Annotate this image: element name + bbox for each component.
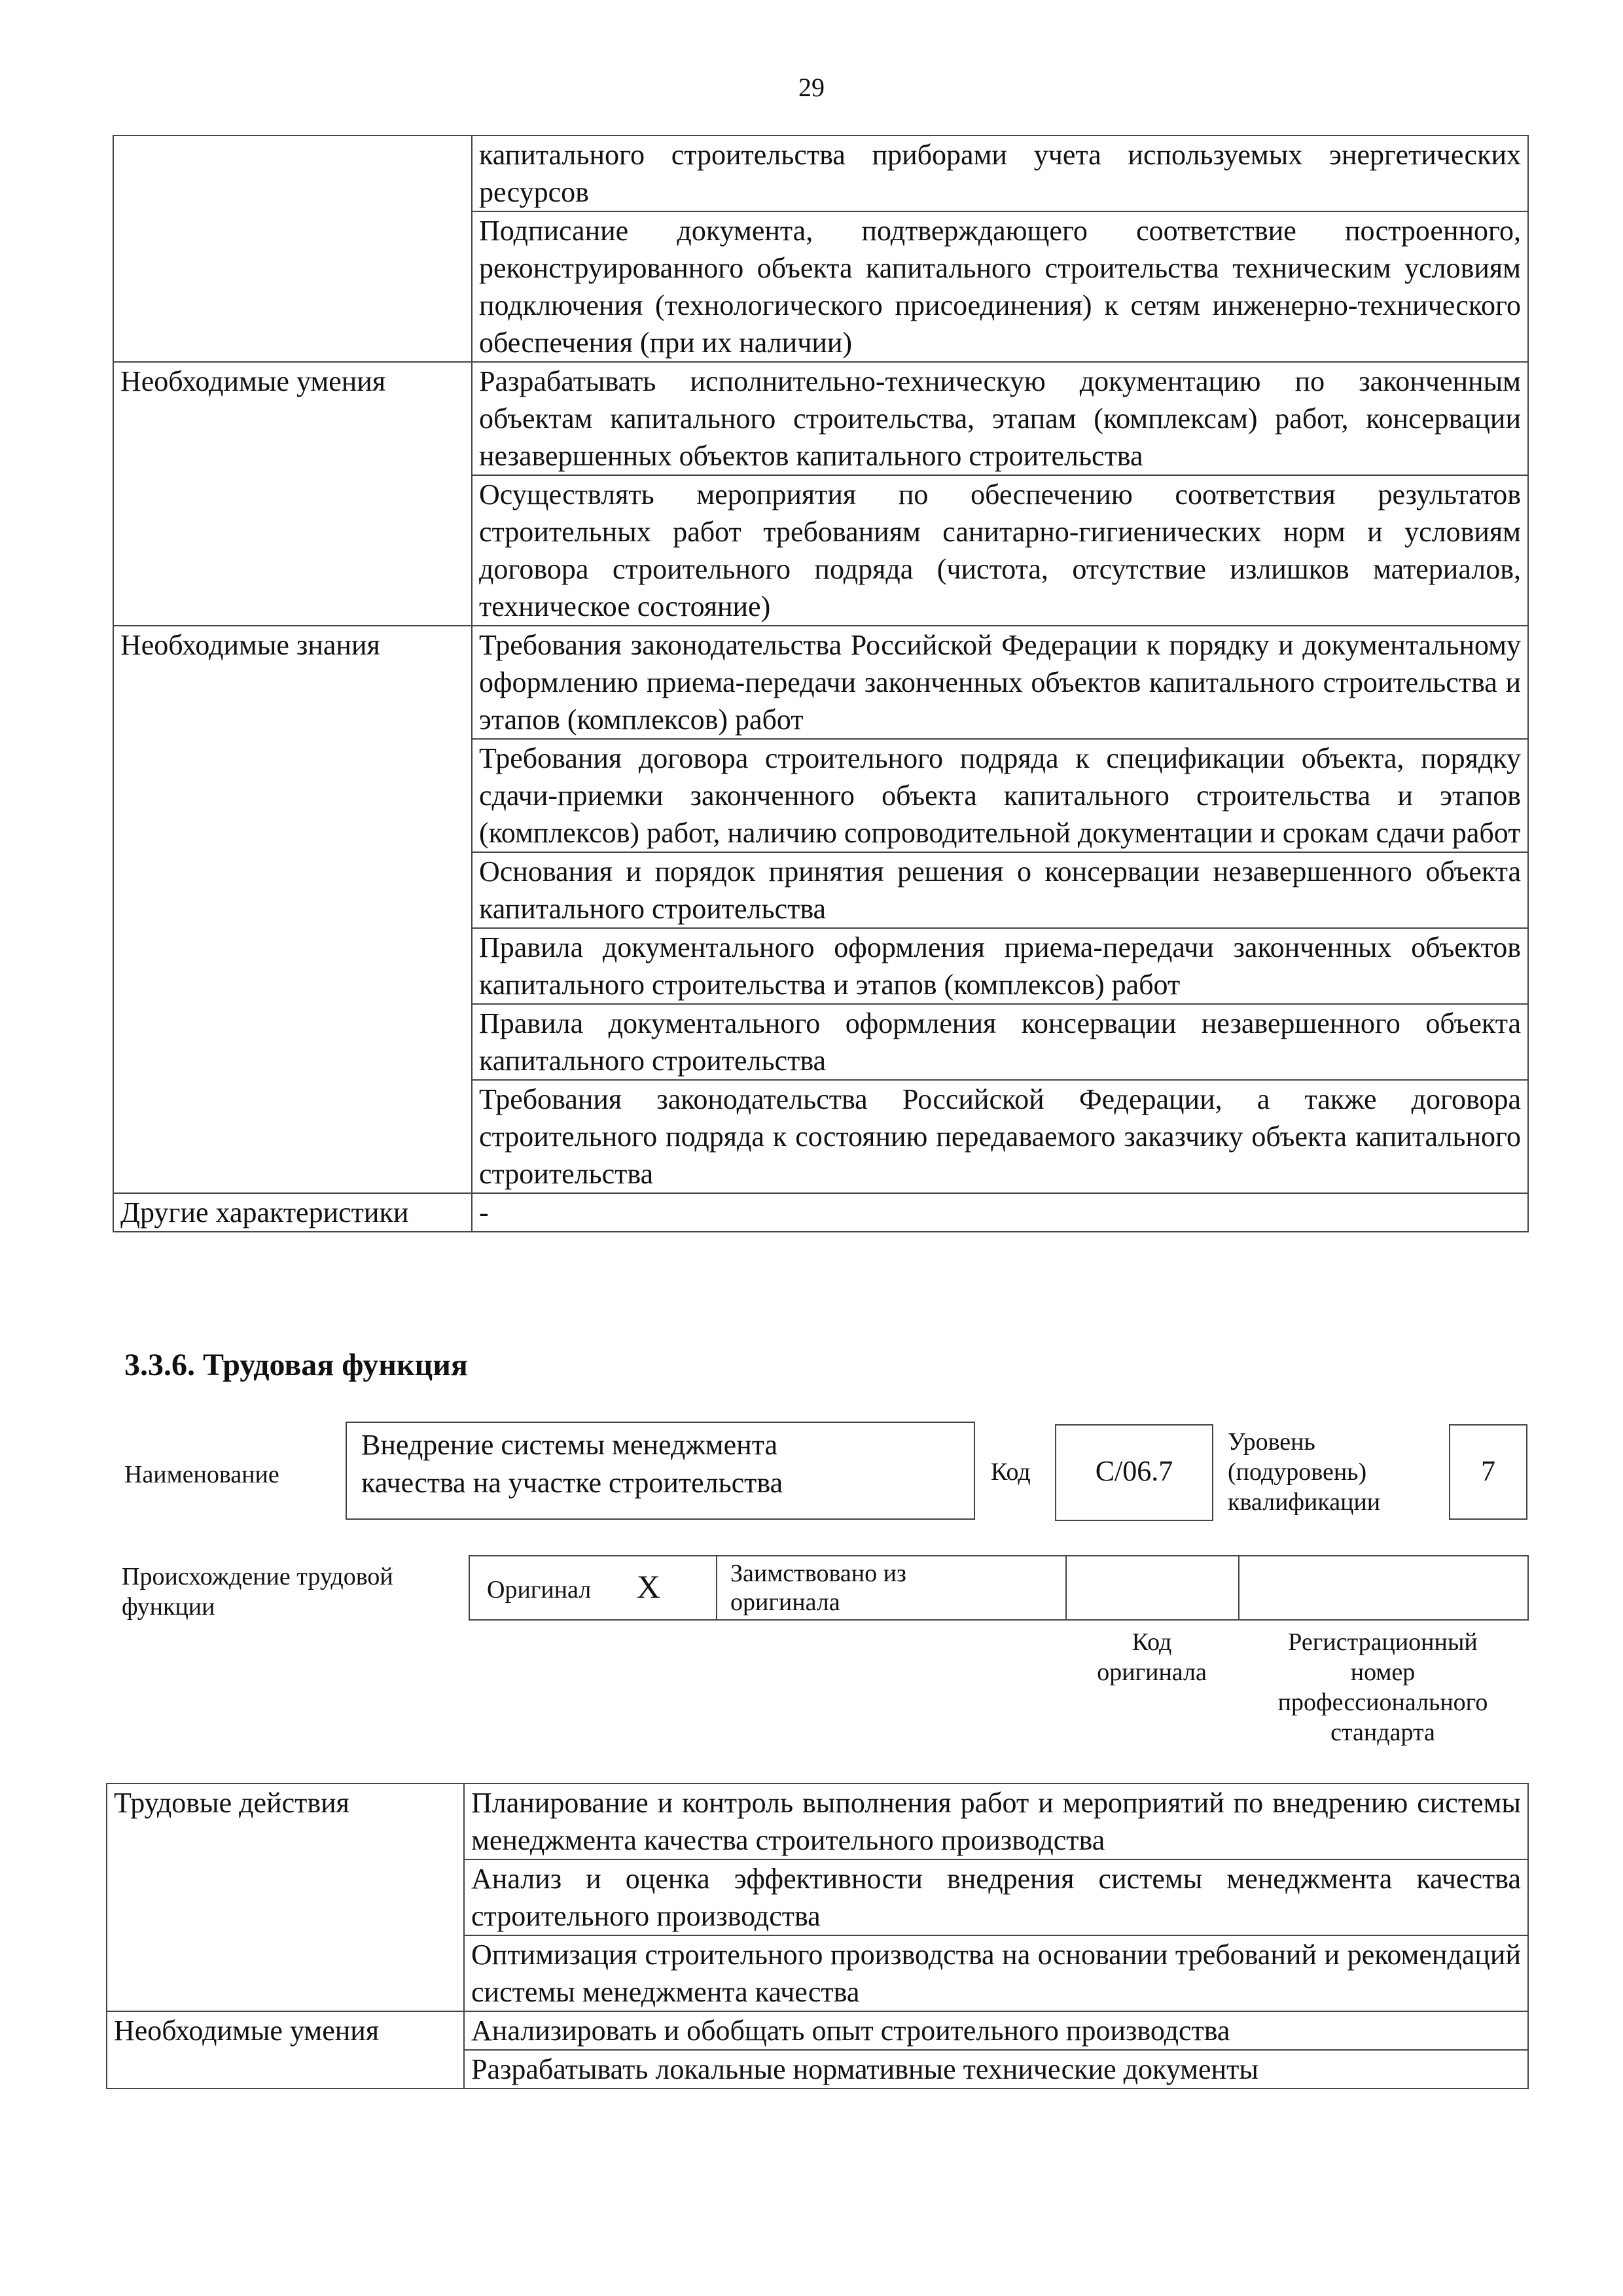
row-text: Требования законодательства Российской Федерации к порядку и документальному оформлению приема-передачи законченных объектов капитального строительства и этапов (комплексов) работ [472, 626, 1528, 739]
row-text: Планирование и контроль выполнения работ и мероприятий по внедрению системы менеджмента качества строительного производства [464, 1784, 1528, 1859]
row-label: Другие характеристики [113, 1193, 472, 1232]
row-label [113, 135, 472, 362]
function-name-line-2: качества на участке строительства [361, 1467, 783, 1499]
row-text: - [472, 1193, 1528, 1232]
row-text: Подписание документа, подтверждающего соответствие построенного, реконструированного объекта капитального строительства техническим условиям подключения (технологического присоединения) к сетям инженерно-технического обеспечения (при их наличии) [472, 211, 1528, 362]
borrowed-line-1: Заимствовано из [730, 1560, 906, 1587]
code-caption-1: Код [1132, 1628, 1172, 1656]
level-box [1449, 1424, 1527, 1520]
row-text: капитального строительства приборами учета используемых энергетических ресурсов [472, 135, 1528, 211]
actions-table [106, 1783, 1529, 2089]
origin-reg-cell [1239, 1556, 1528, 1620]
table-row [113, 362, 1528, 475]
table-row [107, 2011, 1528, 2050]
code-label: Код [991, 1458, 1031, 1486]
row-text: Требования договора строительного подряда к спецификации объекта, порядку сдачи-приемки законченного объекта капитального строительства и этапов (комплексов) работ, наличию сопроводительной документации и срокам сдачи работ [472, 739, 1528, 852]
table-row [113, 1193, 1528, 1232]
row-text: Анализ и оценка эффективности внедрения системы менеджмента качества строительного производства [464, 1859, 1528, 1935]
original-mark: X [636, 1568, 660, 1605]
row-text: Правила документального оформления консервации незавершенного объекта капитального строительства [472, 1004, 1528, 1080]
reg-caption-2: номер [1350, 1659, 1416, 1686]
level-label-3: квалификации [1228, 1488, 1381, 1516]
row-text: Оптимизация строительного производства на основании требований и рекомендаций системы менеджмента качества [464, 1935, 1528, 2011]
name-label: Наименование [124, 1461, 279, 1488]
reg-caption-4: стандарта [1330, 1719, 1435, 1746]
requirements-table [113, 135, 1529, 1232]
origin-original-cell [469, 1556, 717, 1620]
origin-code-cell [1066, 1556, 1239, 1620]
row-label: Необходимые знания [113, 626, 472, 1193]
level-label-2: (подуровень) [1228, 1458, 1367, 1486]
origin-label-1: Происхождение трудовой [122, 1563, 393, 1590]
borrowed-line-2: оригинала [730, 1588, 840, 1616]
table-row [107, 1784, 1528, 1859]
row-label: Трудовые действия [107, 1784, 464, 2011]
row-text: Осуществлять мероприятия по обеспечению соответствия результатов строительных работ требованиям санитарно-гигиенических норм и условиям договора строительного подряда (чистота, отсутствие излишков материалов, техническое состояние) [472, 475, 1528, 626]
reg-caption-1: Регистрационный [1288, 1628, 1478, 1656]
table-row [113, 626, 1528, 739]
function-name-line-1: Внедрение системы менеджмента [361, 1429, 778, 1461]
code-caption-2: оригинала [1097, 1659, 1207, 1686]
row-text: Разрабатывать исполнительно-техническую документацию по законченным объектам капитального строительства, этапам (комплексам) работ, консервации незавершенных объектов капитального строительства [472, 362, 1528, 475]
row-text: Разрабатывать локальные нормативные технические документы [464, 2050, 1528, 2089]
reg-caption-3: профессионального [1277, 1689, 1488, 1716]
table-row [113, 135, 1528, 211]
origin-borrowed-cell [717, 1556, 1066, 1620]
row-label: Необходимые умения [107, 2011, 464, 2089]
level-label-1: Уровень [1228, 1428, 1315, 1456]
section-title: 3.3.6. Трудовая функция [124, 1348, 468, 1382]
row-text: Основания и порядок принятия решения о консервации незавершенного объекта капитального строительства [472, 852, 1528, 928]
original-label: Оригинал [487, 1575, 592, 1604]
origin-table [469, 1555, 1529, 1621]
row-text: Анализировать и обобщать опыт строительного производства [464, 2011, 1528, 2050]
page-number: 29 [798, 73, 825, 102]
row-text: Правила документального оформления приема-передачи законченных объектов капитального строительства и этапов (комплексов) работ [472, 928, 1528, 1004]
code-box [1055, 1424, 1213, 1521]
level-value: 7 [1481, 1455, 1495, 1487]
code-value: С/06.7 [1095, 1455, 1173, 1487]
origin-label-2: функции [122, 1593, 215, 1621]
row-text: Требования законодательства Российской Федерации, а также договора строительного подряда к состоянию передаваемого заказчику объекта капитального строительства [472, 1080, 1528, 1193]
row-label: Необходимые умения [113, 362, 472, 626]
